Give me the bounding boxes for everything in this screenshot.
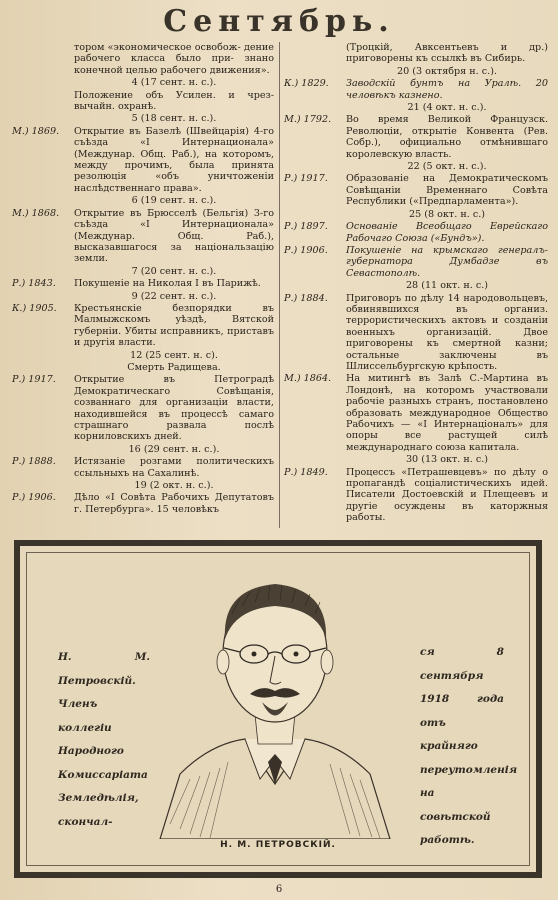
caption-left: Н. М. Петровскій. Членъ коллегіи Народного Комиссаріата Земледѣлія, скончал-: [58, 651, 150, 828]
date-heading: 28 (11 окт. н. с.): [405, 280, 489, 292]
date-heading: 19 (2 окт. н. с.).: [134, 480, 214, 492]
portrait-name: Н. М. ПЕТРОВСКІЙ.: [220, 840, 336, 850]
entry-year: Р.) 1843.: [12, 278, 56, 290]
entry-year: К.) 1905.: [12, 302, 57, 314]
right-column: [284, 42, 548, 525]
entry: [12, 303, 274, 349]
entry-text: Покушеніе на Николая I въ Парижѣ.: [74, 278, 261, 290]
entry: [284, 293, 548, 373]
continued-text: [12, 42, 274, 76]
entry: [284, 245, 548, 279]
entry-text: Покушеніе на крымскаго генералъ-губернатора Думбадзе въ Севастополѣ.: [346, 244, 548, 279]
entry-text: Приговоръ по дѣлу 14 народовольцевъ, обвинявшихся въ организ. террористическихъ актовъ и созданіи военныхъ организацій. Двое приговорены къ смертной казни; остальные заключены въ Шлиссельбургскую крѣпость.: [346, 292, 548, 372]
entry-text: Дѣло «I Совѣта Рабочихъ Депутатовъ г. Петербурга». 15 человѣкъ: [74, 492, 274, 515]
entry: [12, 492, 274, 515]
entry: [12, 278, 274, 289]
entry-year: М.) 1792.: [284, 114, 332, 126]
entry-text: Процессъ «Петрашевцевъ» по дѣлу о пропагандѣ соціалистическихъ идей. Писатели Достоевскій и Плещеевъ и другіе осуждены въ каторжныя работы.: [346, 466, 548, 524]
entry-text: Образованіе на Демократическомъ Совѣщаніи Временнаго Совѣта Республики («Предпарламента»).: [346, 173, 548, 208]
entry-text: Истязаніе розгами политическихъ ссыльныхъ на Сахалинѣ.: [74, 456, 274, 479]
entry-year: Р.) 1917.: [12, 374, 56, 386]
entry: [12, 374, 274, 442]
entry: [284, 114, 548, 160]
entry: [284, 221, 548, 244]
entry-year: М.) 1869.: [12, 125, 60, 137]
left-column: [12, 42, 274, 516]
continued-text: (Троцкій, Авксентьевъ и др.) приговорены къ ссылкѣ въ Сибирь.: [346, 42, 548, 65]
entry-text: На митингѣ въ Залѣ С.-Мартина въ Лондонѣ, на которомъ участвовали рабочіе разныхъ странъ, постановлено образовать международное Общество Рабочихъ — «I Интернаціоналъ» для опоры все растущей силѣ международнаго союза капитала.: [346, 373, 548, 453]
entry-year: М.) 1864.: [284, 373, 332, 385]
page-title: Сентябрь.: [163, 4, 395, 39]
date-heading: 5 (18 сент. н. с.).: [131, 113, 217, 125]
date-heading: 22 (5 окт. н. с.).: [407, 161, 487, 173]
entry: [12, 456, 274, 479]
entry: [284, 78, 548, 101]
page-number: 6: [275, 884, 283, 895]
date-heading: 20 (3 октября н. с.).: [396, 65, 497, 77]
date-heading: 12 (25 сент. н. с).: [130, 349, 218, 361]
entry-year: Р.) 1906.: [284, 244, 328, 256]
entry-text: Основаніе Всеобщаго Еврейскаго Рабочаго Союза («Бундъ»).: [346, 221, 548, 244]
entry: [284, 467, 548, 524]
entry-year: Р.) 1917.: [284, 173, 328, 185]
text-line: движения».: [209, 64, 270, 76]
entry: [12, 208, 274, 265]
entry-year: Р.) 1888.: [12, 456, 56, 468]
date-heading: 21 (4 окт. н. с.).: [407, 102, 487, 114]
entry-text: Открытие въ Базелѣ (Швейцарія) 4-го съѣзда «I Интернационала» (Междунар. Общ. Раб.), на которомъ, между прочимъ, была принята резолюція «объ уничтоженіи наслѣдственнаго права».: [74, 125, 274, 194]
date-heading: 30 (13 окт. н. с.): [405, 454, 489, 466]
text-line: тором «экономическое освобож-: [74, 42, 241, 53]
entry-year: К.) 1829.: [284, 78, 329, 90]
date-heading: 16 (29 сент. н. с.).: [128, 443, 220, 455]
entry-year: Р.) 1897.: [284, 221, 328, 233]
text-line: дение рабочего класса было при-: [74, 42, 274, 65]
entry-year: М.) 1868.: [12, 207, 60, 219]
portrait-illustration: [150, 554, 400, 839]
date-heading: 9 (22 сент. н. с.).: [131, 290, 217, 302]
text-line: знано конечной целью рабочего: [74, 53, 274, 76]
entry-year: Р.) 1906.: [12, 492, 56, 504]
portrait-frame: [14, 540, 542, 878]
entry-text: Во время Великой Французск. Революціи, открытіе Конвента (Рев. Собр.), официально отмѣнившаго королевскую власть.: [346, 114, 548, 160]
column-divider: [279, 42, 280, 528]
entry-text: Заводскій бунтъ на Уралѣ. 20 человѣкъ казнено.: [346, 78, 548, 101]
entry-text: Открытие въ Петроградѣ Демократическаго Совѣщанія, созваннаго для организаціи власти, находившейся въ процессѣ самаго страшнаго развала послѣ корниловскихъ дней.: [74, 374, 274, 443]
entry-text: Смерть Радищева.: [127, 361, 221, 373]
entry-text: Положение объ Усилен. и чрез-вычайн. охранѣ.: [74, 89, 274, 113]
date-heading: 7 (20 сент. н. с.).: [131, 265, 217, 277]
entry: [284, 173, 548, 207]
date-heading: 25 (8 окт. н. с.): [409, 208, 485, 220]
entry-year: Р.) 1884.: [284, 292, 328, 304]
caption-right: ся 8 сентября 1918 года отъ крайняго переутомленія на совѣтской работѣ.: [420, 646, 518, 846]
entry-text: Открытие въ Брюсселѣ (Бельгія) 3-го съѣзда «I Интернационала» (Междунар. Общ. Раб.), высказавшагося за національзацію земли.: [74, 207, 274, 265]
entry-year: Р.) 1849.: [284, 466, 328, 478]
date-heading: 4 (17 сент. н. с.).: [131, 77, 217, 89]
date-heading: 6 (19 сент. н. с.).: [131, 195, 217, 207]
entry: [284, 373, 548, 453]
entry: [12, 126, 274, 194]
entry-text: Крестьянскіе безпорядки въ Малмыжскомъ уѣздѣ, Вятской губерніи. Убиты исправникъ, приставъ и другія власти.: [74, 302, 274, 349]
